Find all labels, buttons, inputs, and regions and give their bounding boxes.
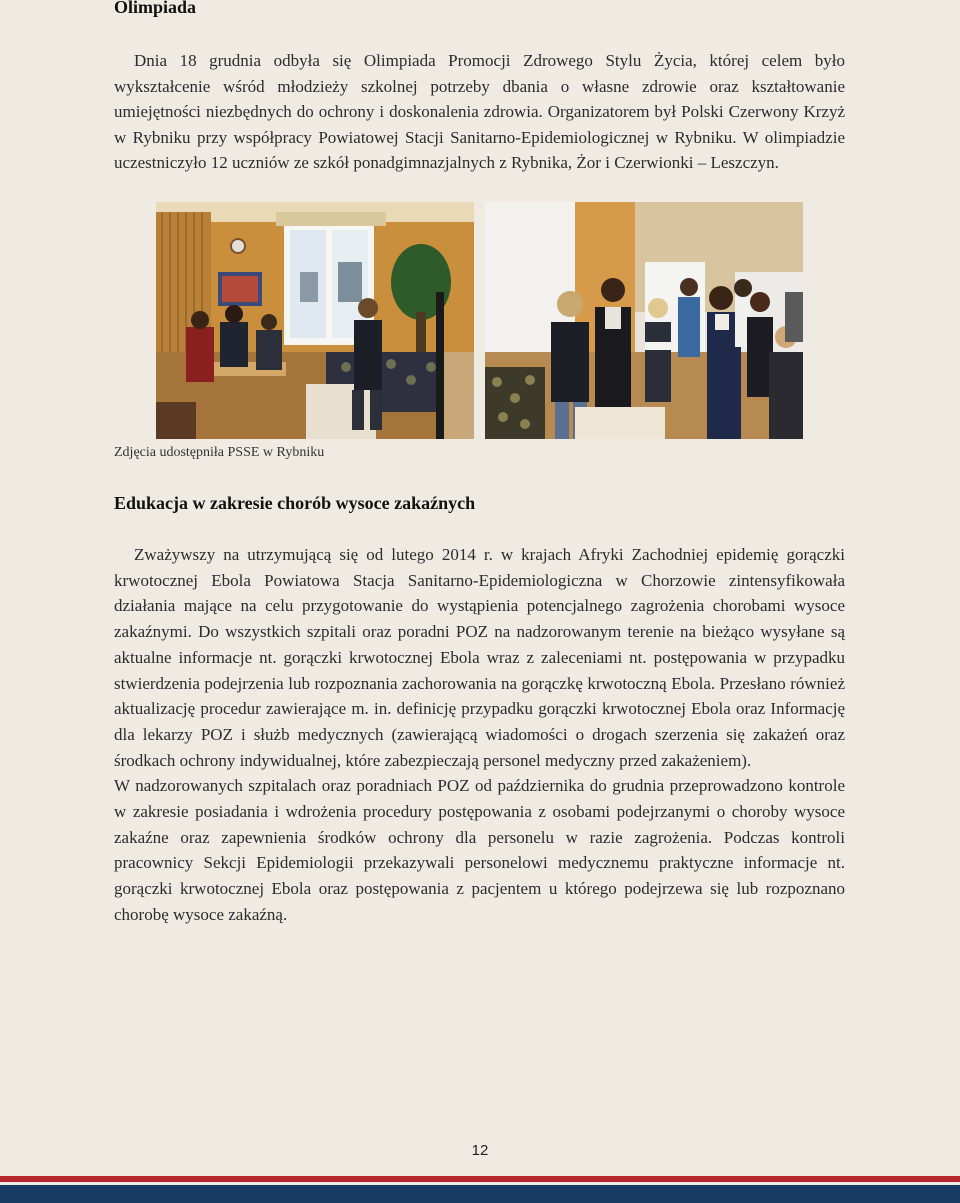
edukacja-paragraph-1: Zważywszy na utrzymującą się od lutego 2014 r. w krajach Afryki Zachodniej epidemię gorączki krwotocznej Ebola Powiatowa Stacja Sanitarno-Epidemiologiczna w Chorzowie zintensyfikowała działania mające na celu przygotowanie do wystąpienia potencjalnego zagrożenia chorobami wysoce zakaźnymi. Do wszystkich szpitali oraz poradni POZ na nadzorowanym terenie na bieżąco wysyłane są aktualne informacje nt. gorączki krwotocznej Ebola wraz z zaleceniami nt. postępowania w przypadku stwierdzenia podejrzenia lub rozpoznania zachorowania na gorączkę krwotoczną Ebola. Przesłano również aktualizację procedur zawierające m. in. definicję przypadku gorączki krwotocznej Ebola oraz Informację dla lekarzy POZ i służb medycznych (zawierającą wiadomości o drogach szerzenia się zakażeń oraz środkach ochrony indywidualnej, które zabezpieczają personel medyczny przed zakażeniem). <box>114 545 845 770</box>
footer-blue-band <box>0 1185 960 1203</box>
section-heading-olimpiada: Olimpiada <box>114 0 197 17</box>
photo-caption: Zdjęcia udostępniła PSSE w Rybniku <box>114 445 325 460</box>
edukacja-body <box>114 542 845 928</box>
edukacja-paragraph-2: W nadzorowanych szpitalach oraz poradniach POZ od października do grudnia przeprowadzono kontrole w zakresie posiadania i wdrożenia procedury postępowania z osobami podejrzanymi o choroby wysoce zakaźne oraz zapewnienia środków ochrony dla personelu w razie zagrożenia. Podczas kontroli pracownicy Sekcji Epidemiologii przekazywali personelowi medycznemu praktyczne informacje nt. gorączki krwotocznej Ebola oraz postępowania z pacjentem u którego podejrzewa się lub rozpoznano chorobę wysoce zakaźną. <box>114 776 845 924</box>
section-heading-edukacja: Edukacja w zakresie chorób wysoce zakaźnych <box>114 493 476 513</box>
olimpiada-paragraph: Dnia 18 grudnia odbyła się Olimpiada Promocji Zdrowego Stylu Życia, której celem było wykształcenie wśród młodzieży szkolnej potrzeby dbania o własne zdrowie oraz kształtowanie umiejętności niezbędnych do ochrony i doskonalenia zdrowia. Organizatorem był Polski Czerwony Krzyż w Rybniku przy współpracy Powiatowej Stacji Sanitarno-Epidemiologicznej w Rybniku. W olimpiadzie uczestniczyło 12 uczniów ze szkół ponadgimnazjalnych z Rybnika, Żor i Czerwionki – Leszczyn. <box>114 51 845 173</box>
footer-red-band <box>0 1176 960 1182</box>
olympiad-photo-ceremony <box>485 202 803 439</box>
page-number: 12 <box>471 1142 489 1159</box>
olympiad-photo-classroom <box>156 202 474 439</box>
